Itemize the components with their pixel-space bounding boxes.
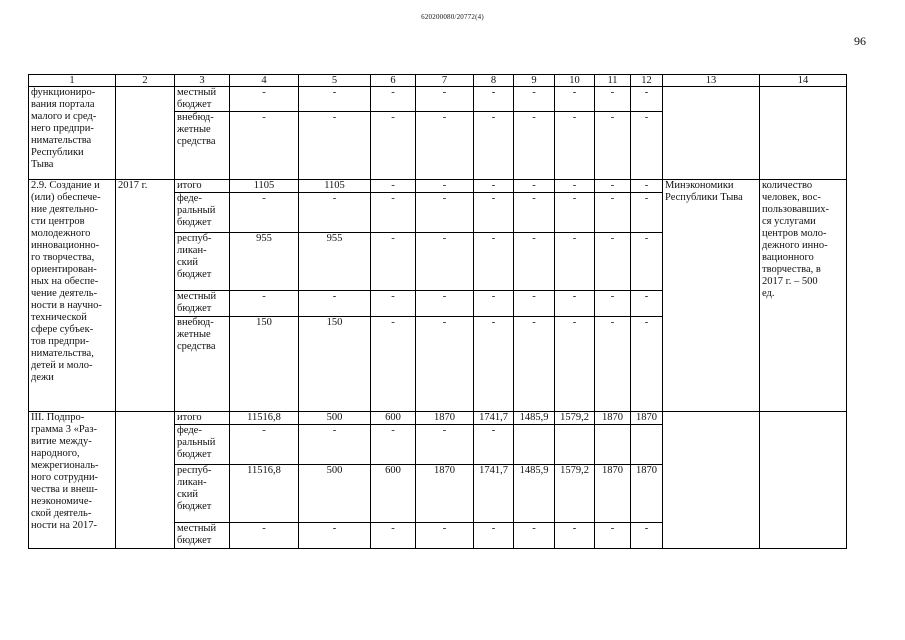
value-cell: - <box>631 112 663 180</box>
value-cell: - <box>514 193 555 233</box>
source-label-cell: местный бюджет <box>175 523 230 549</box>
value-cell: - <box>631 233 663 291</box>
value-cell: - <box>299 523 371 549</box>
source-label-cell: местный бюджет <box>175 87 230 112</box>
value-cell: - <box>371 317 416 412</box>
value-cell: - <box>474 233 514 291</box>
value-cell: - <box>416 425 474 465</box>
executor-cell <box>663 412 760 549</box>
value-cell: - <box>371 523 416 549</box>
column-number: 1 <box>29 75 116 87</box>
value-cell: - <box>514 87 555 112</box>
executor-cell: Минэкономики Республики Тыва <box>663 180 760 412</box>
value-cell: 500 <box>299 465 371 523</box>
column-number: 12 <box>631 75 663 87</box>
value-cell: 955 <box>230 233 299 291</box>
value-cell: - <box>299 425 371 465</box>
value-cell: 600 <box>371 465 416 523</box>
value-cell: - <box>474 425 514 465</box>
value-cell: - <box>416 112 474 180</box>
value-cell: - <box>631 523 663 549</box>
value-cell: - <box>595 523 631 549</box>
page-number: 96 <box>854 34 866 48</box>
value-cell: - <box>631 180 663 193</box>
value-cell: 1870 <box>416 412 474 425</box>
table-row <box>29 412 847 425</box>
value-cell: - <box>416 180 474 193</box>
column-number: 9 <box>514 75 555 87</box>
value-cell: - <box>299 87 371 112</box>
column-number: 11 <box>595 75 631 87</box>
value-cell: - <box>555 291 595 317</box>
value-cell: - <box>230 425 299 465</box>
value-cell: - <box>416 87 474 112</box>
program-name-cell: III. Подпро- грамма 3 «Раз- витие между- народного, межрегиональ- ного сотрудни- чества и внеш- неэкономиче- ской деятель- ности на 2017- <box>29 412 116 549</box>
column-number: 6 <box>371 75 416 87</box>
value-cell: 1870 <box>416 465 474 523</box>
value-cell: - <box>595 233 631 291</box>
value-cell: - <box>595 180 631 193</box>
value-cell: - <box>416 291 474 317</box>
value-cell: - <box>416 193 474 233</box>
value-cell: - <box>514 112 555 180</box>
value-cell: - <box>514 317 555 412</box>
result-cell: количество человек, вос- пользовавших- ся услугами центров моло- дежного инно- вационного творчества, в 2017 г. – 500 ед. <box>760 180 847 412</box>
year-cell: 2017 г. <box>116 180 175 412</box>
value-cell: - <box>230 291 299 317</box>
value-cell: - <box>514 291 555 317</box>
value-cell: - <box>631 193 663 233</box>
value-cell: - <box>474 523 514 549</box>
source-label-cell: респуб- ликан- ский бюджет <box>175 465 230 523</box>
value-cell: 1485,9 <box>514 465 555 523</box>
value-cell: - <box>555 233 595 291</box>
value-cell: - <box>416 233 474 291</box>
value-cell: - <box>371 193 416 233</box>
value-cell: - <box>631 87 663 112</box>
source-label-cell: итого <box>175 180 230 193</box>
value-cell: - <box>474 112 514 180</box>
value-cell: - <box>416 317 474 412</box>
value-cell: - <box>514 180 555 193</box>
column-number: 5 <box>299 75 371 87</box>
value-cell: - <box>474 193 514 233</box>
value-cell: 600 <box>371 412 416 425</box>
value-cell: - <box>474 87 514 112</box>
value-cell: - <box>299 291 371 317</box>
source-label-cell: феде- ральный бюджет <box>175 193 230 233</box>
value-cell: - <box>371 291 416 317</box>
column-number: 4 <box>230 75 299 87</box>
source-label-cell: местный бюджет <box>175 291 230 317</box>
value-cell: - <box>514 523 555 549</box>
value-cell <box>514 425 555 465</box>
value-cell: - <box>595 193 631 233</box>
value-cell: - <box>299 112 371 180</box>
value-cell: 1870 <box>631 465 663 523</box>
value-cell: 1105 <box>230 180 299 193</box>
value-cell: - <box>631 317 663 412</box>
value-cell: - <box>555 317 595 412</box>
value-cell: - <box>299 193 371 233</box>
value-cell <box>555 425 595 465</box>
value-cell: 1870 <box>595 412 631 425</box>
value-cell: 1579,2 <box>555 412 595 425</box>
column-number: 13 <box>663 75 760 87</box>
source-label-cell: внебюд- жетные средства <box>175 112 230 180</box>
value-cell: - <box>555 180 595 193</box>
program-name-cell: 2.9. Создание и (или) обеспече- ние деятельно- сти центров молодежного инновационно- го творчества, ориентирован- ных на обеспе- чение деятель- ности в научно- технической сфере субъек- тов предпри- нимательства, детей и моло- дежи <box>29 180 116 412</box>
column-number: 10 <box>555 75 595 87</box>
result-cell <box>760 87 847 180</box>
document-id: 620200080/20772(4) <box>421 13 484 21</box>
value-cell: - <box>371 87 416 112</box>
column-number: 2 <box>116 75 175 87</box>
year-cell <box>116 87 175 180</box>
value-cell: - <box>416 523 474 549</box>
value-cell: - <box>555 193 595 233</box>
value-cell: - <box>371 180 416 193</box>
column-number: 7 <box>416 75 474 87</box>
value-cell: 1105 <box>299 180 371 193</box>
table-body <box>29 75 847 549</box>
value-cell: - <box>474 291 514 317</box>
executor-cell <box>663 87 760 180</box>
value-cell: 1579,2 <box>555 465 595 523</box>
value-cell: - <box>371 425 416 465</box>
value-cell: 500 <box>299 412 371 425</box>
value-cell: 1741,7 <box>474 412 514 425</box>
value-cell: - <box>230 523 299 549</box>
value-cell: - <box>230 87 299 112</box>
value-cell: - <box>595 317 631 412</box>
value-cell: - <box>474 180 514 193</box>
value-cell: 150 <box>299 317 371 412</box>
value-cell: - <box>555 112 595 180</box>
source-label-cell: внебюд- жетные средства <box>175 317 230 412</box>
value-cell: 1870 <box>631 412 663 425</box>
value-cell <box>595 425 631 465</box>
value-cell: 1485,9 <box>514 412 555 425</box>
column-number: 14 <box>760 75 847 87</box>
value-cell: - <box>631 291 663 317</box>
value-cell: - <box>595 87 631 112</box>
value-cell <box>631 425 663 465</box>
source-label-cell: феде- ральный бюджет <box>175 425 230 465</box>
value-cell: 150 <box>230 317 299 412</box>
value-cell: 11516,8 <box>230 465 299 523</box>
value-cell: - <box>595 291 631 317</box>
value-cell: 955 <box>299 233 371 291</box>
table-row <box>29 180 847 193</box>
value-cell: - <box>371 233 416 291</box>
value-cell: - <box>514 233 555 291</box>
value-cell: - <box>555 523 595 549</box>
column-number: 8 <box>474 75 514 87</box>
value-cell: - <box>555 87 595 112</box>
value-cell: 1870 <box>595 465 631 523</box>
column-number-row <box>29 75 847 87</box>
value-cell: - <box>474 317 514 412</box>
budget-table <box>28 74 847 549</box>
value-cell: - <box>230 112 299 180</box>
value-cell: - <box>595 112 631 180</box>
value-cell: 1741,7 <box>474 465 514 523</box>
result-cell <box>760 412 847 549</box>
value-cell: - <box>230 193 299 233</box>
source-label-cell: респуб- ликан- ский бюджет <box>175 233 230 291</box>
column-number: 3 <box>175 75 230 87</box>
value-cell: - <box>371 112 416 180</box>
year-cell <box>116 412 175 549</box>
source-label-cell: итого <box>175 412 230 425</box>
value-cell: 11516,8 <box>230 412 299 425</box>
program-name-cell: функциониро- вания портала малого и сред- него предпри- нимательства Республики Тыва <box>29 87 116 180</box>
table-row <box>29 87 847 112</box>
